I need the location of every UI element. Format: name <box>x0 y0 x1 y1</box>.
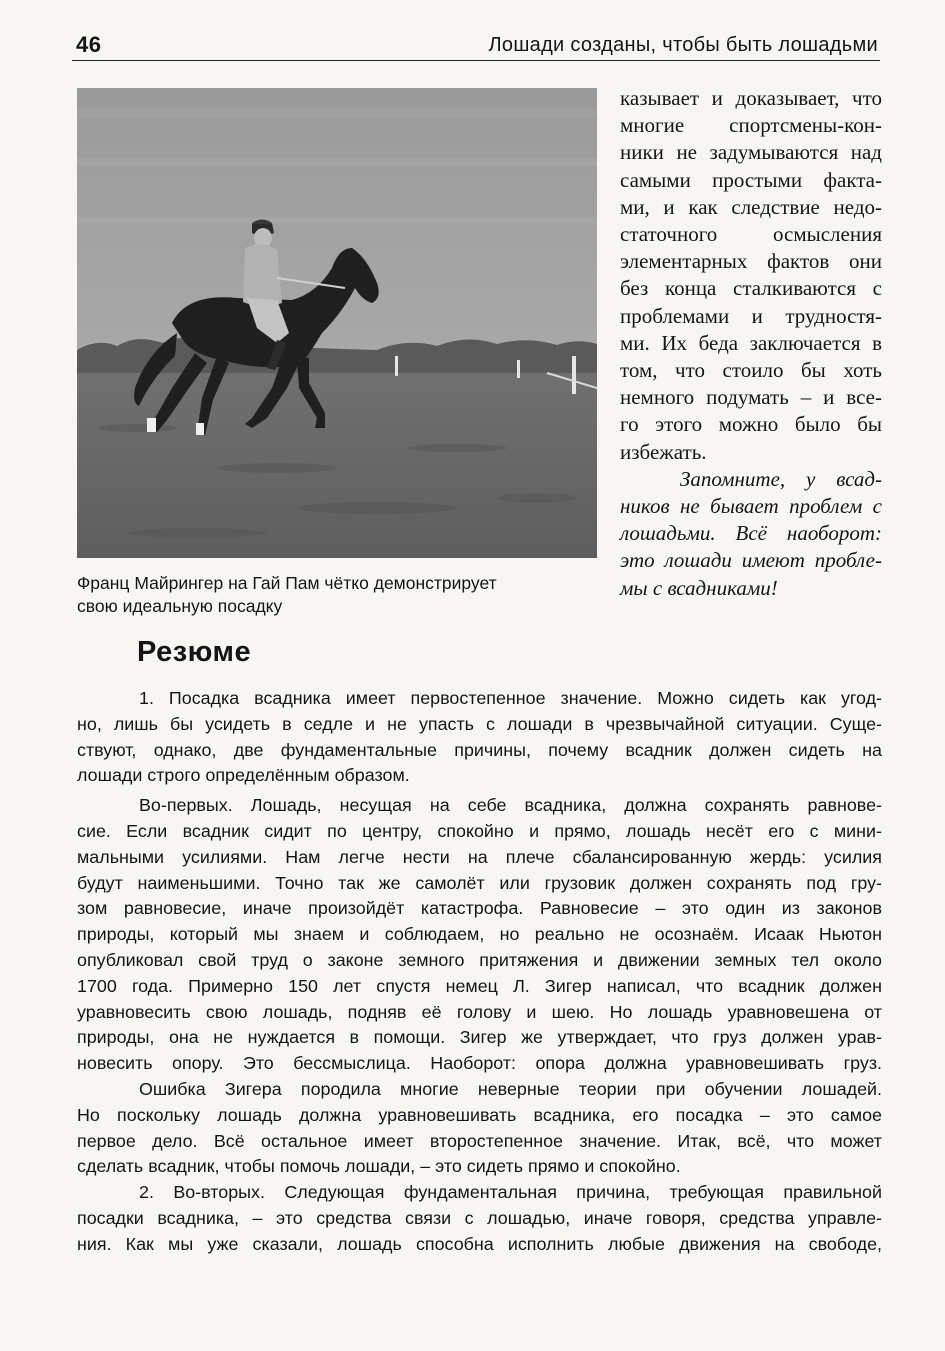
text-line: новесить опору. Это бессмыслица. Наоборот: опора должна уравновешивать груз. <box>77 1053 882 1074</box>
text-line: самыми простыми факта- <box>620 167 882 192</box>
text-line: 1700 года. Примерно 150 лет спустя немец Л. Зигер написал, что всадник должен <box>77 975 882 996</box>
text-line: немного подумать – и все- <box>620 385 882 410</box>
running-title: Лошади созданы, чтобы быть лошадьми <box>488 34 878 56</box>
page-header <box>72 30 880 61</box>
text-line: сие. Если всадник сидит по центру, спокойно и прямо, лошадь несёт его с мини- <box>77 820 882 841</box>
side-column-text <box>620 85 882 602</box>
text-line: первое дело. Всё остальное имеет второстепенное значение. Итак, всё, что может <box>77 1130 882 1151</box>
text-line: уравновесить свою лошадь, подняв её голову и шею. Но лошадь уравновешена от <box>77 1001 882 1022</box>
text-line: будут наименьшими. Точно так же самолёт или грузовик должен сохранять под гру- <box>77 872 882 893</box>
text-line: посадки всадника, – это средства связи с лошадью, иначе говоря, средства управле- <box>77 1207 882 1228</box>
text-line: избежать. <box>620 439 707 464</box>
text-line: мальными усилиями. Нам легче нести на плече сбалансированную жердь: усилия <box>77 846 882 867</box>
text-line: опубликовал свой труд о законе земного притяжения и движении земных тел около <box>77 949 882 970</box>
text-line: зом равновесие, иначе произойдёт катастрофа. Равновесие – это один из законов <box>77 898 882 919</box>
emphasis-line: ников не бывает проблем с <box>620 494 882 519</box>
emphasis-line: мы с всадниками! <box>620 575 778 600</box>
text-line: многие спортсмены-кон- <box>620 113 882 138</box>
emphasis-line: лошадьми. Всё наоборот: <box>620 521 882 546</box>
caption-line: Франц Майрингер на Гай Пам чётко демонстрирует <box>77 573 497 593</box>
section-heading: Резюме <box>137 636 252 668</box>
text-line: 2. Во-вторых. Следующая фундаментальная причина, требующая правильной <box>139 1182 882 1203</box>
text-line: Во-первых. Лошадь, несущая на себе всадника, должна сохранять равнове- <box>139 795 882 816</box>
caption-line: свою идеальную посадку <box>77 596 283 616</box>
text-line: лошади строго определённым образом. <box>77 765 410 786</box>
text-line: природы, который мы знаем и соблюдаем, но реально не осознаём. Исаак Ньютон <box>77 924 882 945</box>
text-line: сделать всадник, чтобы помочь лошади, – это сидеть прямо и спокойно. <box>77 1156 681 1177</box>
text-line: элементарных фактов они <box>620 249 882 274</box>
horse-rider-photo <box>77 88 597 558</box>
emphasis-line: Запомните, у всад- <box>680 466 882 491</box>
page-number: 46 <box>76 32 102 57</box>
text-line: ствуют, однако, две фундаментальные причины, почему всадник должен сидеть на <box>77 739 882 760</box>
text-line: проблемами и трудностя- <box>620 303 882 328</box>
text-line: статочного осмысления <box>620 222 882 247</box>
text-line: Ошибка Зигера породила многие неверные теории при обучении лошадей. <box>139 1078 882 1099</box>
text-line: ния. Как мы уже сказали, лошадь способна исполнить любые движения на свободе, <box>77 1233 882 1254</box>
text-line: но, лишь бы усидеть в седле и не упасть с лошади в чрезвычайной ситуации. Суще- <box>77 713 882 734</box>
text-line: том, что стоило бы хоть <box>620 358 882 383</box>
text-line: Но поскольку лошадь должна уравновешивать всадника, его посадка – это самое <box>77 1104 882 1125</box>
photo-caption <box>77 572 597 618</box>
text-line: го этого можно было бы <box>620 412 882 437</box>
text-line: без конца сталкиваются с <box>620 276 882 301</box>
text-line: природы, она не нуждается в помощи. Зигер же утверждает, что груз должен урав- <box>77 1027 882 1048</box>
photo-illustration <box>77 88 597 558</box>
section-body <box>77 686 882 1258</box>
text-line: казывает и доказывает, что <box>620 86 882 110</box>
text-line: 1. Посадка всадника имеет первостепенное значение. Можно сидеть как угод- <box>139 688 882 708</box>
emphasis-line: это лошади имеют пробле- <box>620 548 882 573</box>
text-line: ми. Их беда заключается в <box>620 330 882 355</box>
text-line: ники не задумываются над <box>620 140 882 165</box>
text-line: ми, и как следствие недо- <box>620 194 882 219</box>
